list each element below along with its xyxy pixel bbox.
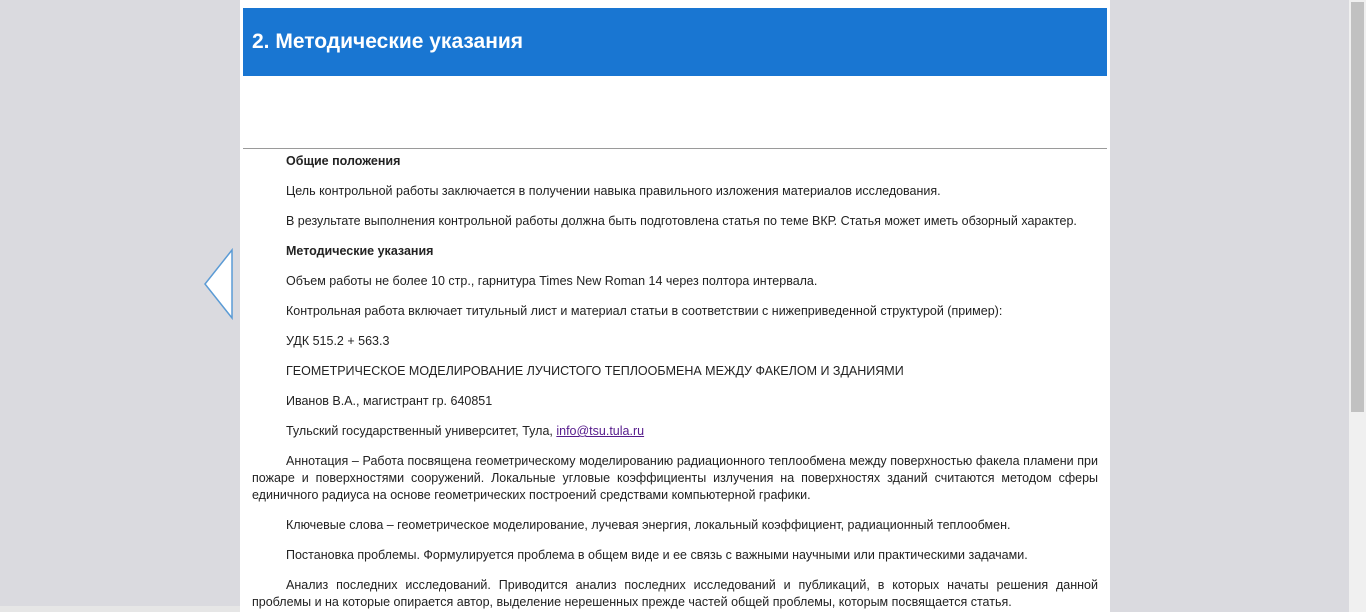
paragraph-text: Цель контрольной работы заключается в получении навыка правильного изложения материалов исследования. — [286, 184, 941, 198]
section-header — [243, 8, 1107, 76]
paragraph — [252, 183, 1098, 200]
paragraph-text: Аннотация – Работа посвящена геометрическому моделированию радиационного теплообмена между поверхностью факела пламени при пожаре и поверхностями сооружений. Локальные угловые коэффициенты излучения на поверхностях зданий считаются методом сферы единичного радиуса на основе геометрических построений средствами компьютерной графики. — [252, 454, 1098, 502]
section-heading — [252, 153, 1098, 170]
document-content — [252, 153, 1098, 612]
paragraph — [252, 453, 1098, 504]
status-bar — [0, 606, 240, 612]
previous-page-button[interactable] — [202, 248, 236, 320]
paragraph — [252, 273, 1098, 290]
paragraph — [252, 547, 1098, 564]
paragraph-text: Объем работы не более 10 стр., гарнитура Times New Roman 14 через полтора интервала. — [286, 274, 818, 288]
paragraph — [252, 423, 1098, 440]
paragraph — [252, 213, 1098, 230]
page-title: 2. Методические указания — [252, 30, 524, 53]
email-link[interactable]: info@tsu.tula.ru — [556, 424, 645, 438]
divider — [243, 148, 1107, 149]
paragraph-text: Иванов В.А., магистрант гр. 640851 — [286, 394, 493, 408]
paragraph-text: ГЕОМЕТРИЧЕСКОЕ МОДЕЛИРОВАНИЕ ЛУЧИСТОГО ТЕПЛООБМЕНА МЕЖДУ ФАКЕЛОМ И ЗДАНИЯМИ — [286, 364, 904, 378]
paragraph-text: Тульский государственный университет, Тула, — [286, 424, 557, 438]
paragraph — [252, 303, 1098, 320]
scrollbar-thumb[interactable] — [1351, 2, 1364, 412]
vertical-scrollbar[interactable] — [1349, 0, 1366, 612]
paragraph-text: Постановка проблемы. Формулируется проблема в общем виде и ее связь с важными научными или практическими задачами. — [286, 548, 1028, 562]
section-heading — [252, 243, 1098, 260]
paragraph-text: Контрольная работа включает титульный лист и материал статьи в соответствии с нижеприведенной структурой (пример): — [286, 304, 1003, 318]
paragraph-text: УДК 515.2 + 563.3 — [286, 334, 390, 348]
paragraph-text: Анализ последних исследований. Приводится анализ последних исследований и публикаций, в которых начаты решения данной проблемы и на которые опирается автор, выделение нерешенных прежде частей общей проблемы, которым посвящается статья. — [252, 578, 1098, 609]
document-page — [240, 0, 1110, 612]
paragraph-text: Ключевые слова – геометрическое моделирование, лучевая энергия, локальный коэффициент, радиационный теплообмен. — [286, 518, 1011, 532]
paragraph — [252, 577, 1098, 611]
chevron-left-icon — [202, 248, 236, 320]
paragraph — [252, 363, 1098, 380]
paragraph — [252, 517, 1098, 534]
paragraph — [252, 333, 1098, 350]
paragraph-text: Методические указания — [286, 244, 434, 258]
paragraph-text: В результате выполнения контрольной работы должна быть подготовлена статья по теме ВКР. Статья может иметь обзорный характер. — [286, 214, 1077, 228]
paragraph — [252, 393, 1098, 410]
paragraph-text: Общие положения — [286, 154, 401, 168]
